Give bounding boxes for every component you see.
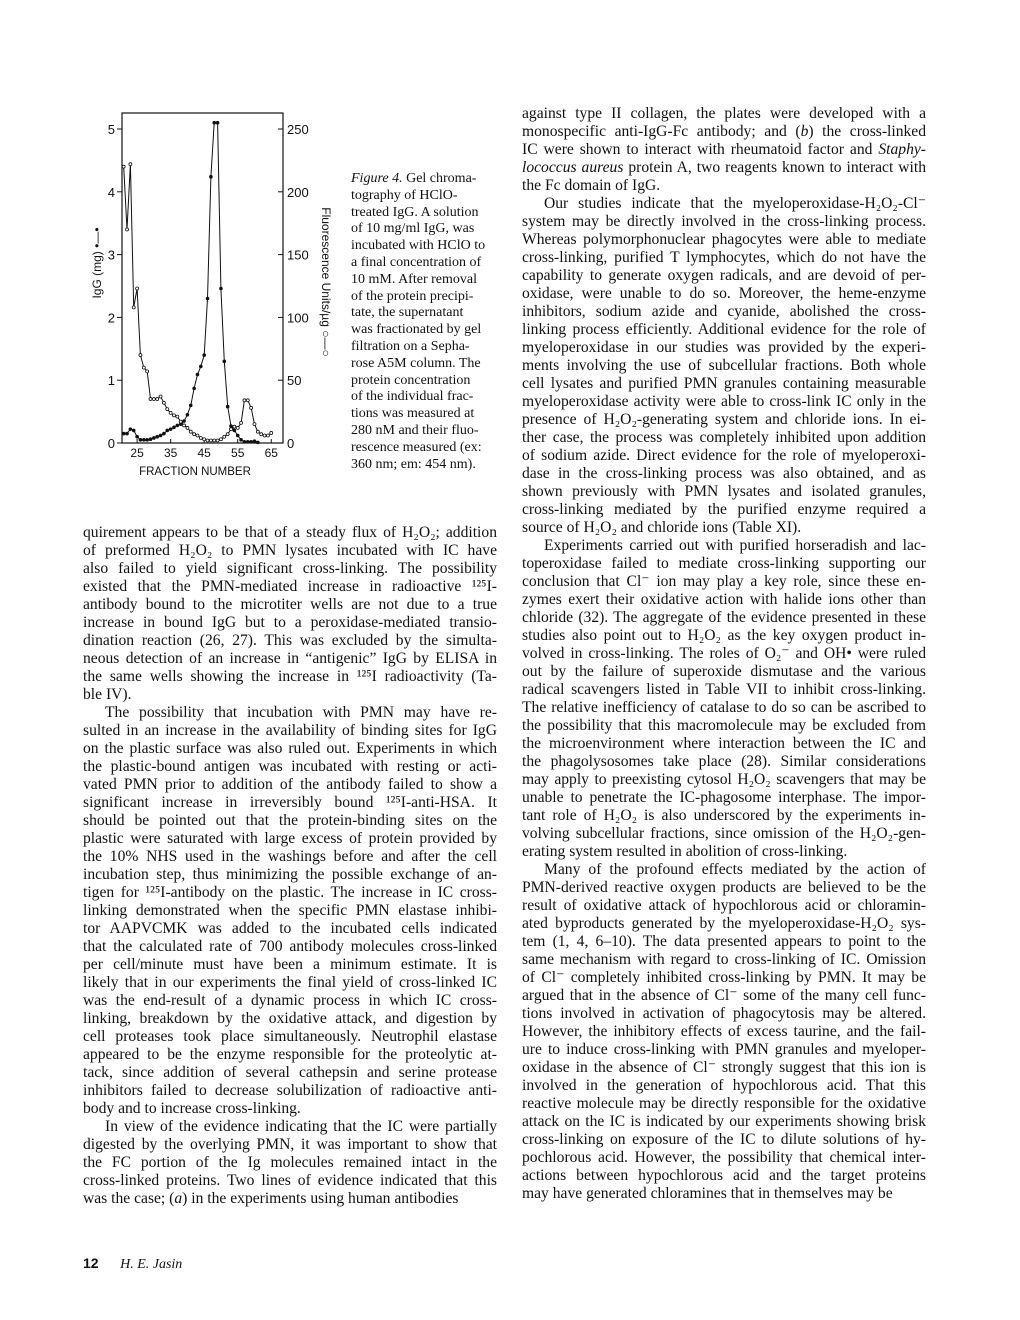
fluorescence-point — [253, 423, 256, 426]
igg-point — [152, 437, 155, 440]
text-line: tant role of H₂O₂ is also underscored by the experiments in- — [522, 807, 926, 824]
fluorescence-point — [223, 435, 226, 438]
text-line: that the calculated rate of 700 antibody molecules cross-linked — [83, 938, 497, 955]
fluorescence-point — [243, 399, 246, 402]
text-line: the Fc domain of IgG. — [522, 177, 661, 194]
text-line: digested by the overlying PMN, it was important to show that — [83, 1136, 497, 1153]
text-line: In view of the evidence indicating that the IC were partially — [105, 1118, 497, 1135]
igg-point — [159, 434, 162, 437]
text-segment: ) in the experiments using human antibodies — [182, 1190, 459, 1207]
text-line: The possibility that incubation with PMN may have re- — [105, 704, 497, 721]
text-line: volved in cross-linking. The roles of O₂⁻ and OH• were ruled — [522, 645, 926, 662]
fluorescence-point — [260, 433, 263, 436]
text-line: oxidase in the absence of Cl⁻ strongly suggest that this ion is — [522, 1059, 926, 1076]
caption-line: filtration on a Sepha- — [351, 338, 470, 354]
text-line: against type II collagen, the plates were developed with a — [522, 105, 926, 122]
fluorescence-point — [216, 439, 219, 442]
y2-tick-label: 200 — [287, 184, 309, 200]
fluorescence-point — [169, 411, 172, 414]
y2-tick-label: 0 — [287, 436, 295, 451]
text-line: appeared to be the enzyme responsible for the proteolytic at- — [83, 1046, 497, 1063]
igg-point — [233, 429, 236, 432]
text-line: reactive molecule may be directly responsible for the oxidative — [522, 1095, 926, 1112]
igg-point — [176, 424, 179, 427]
fluorescence-point — [250, 406, 253, 409]
igg-point — [126, 432, 129, 435]
text-line: radical scavengers listed in Table VII to inhibit cross-linking. — [522, 681, 926, 698]
fluorescence-point — [233, 425, 236, 428]
igg-point — [216, 121, 219, 124]
igg-point — [132, 429, 135, 432]
fluorescence-point — [199, 436, 202, 439]
caption-line: of the protein precipi- — [351, 288, 474, 304]
text-line: dase in the cross-linking process was also obtained, and as — [522, 465, 926, 482]
text-line: the plastic-bound antigen was incubated with resting or acti- — [83, 758, 497, 775]
plot-frame — [122, 113, 283, 443]
x-tick-label: 35 — [163, 446, 178, 460]
text-line: was the end-result of a dynamic process in which IC cross- — [83, 992, 497, 1009]
fluorescence-point — [136, 287, 139, 290]
y2-tick-label: 100 — [287, 310, 309, 326]
fluorescence-point — [142, 366, 145, 369]
right-text-column — [522, 105, 926, 1203]
y-tick-label: 4 — [107, 184, 115, 200]
text-line: Whereas polymorphonuclear phagocytes were able to mediate — [522, 231, 926, 248]
igg-point — [253, 440, 256, 443]
paragraph — [83, 524, 497, 704]
caption-line: was fractionated by gel — [351, 322, 482, 338]
text-line: of Cl⁻ completely inhibited cross-linking by PMN. It may be — [522, 969, 926, 986]
text-line: incubation step, thus minimizing the possible exchange of an- — [83, 866, 497, 883]
running-author: H. E. Jasin — [120, 1257, 183, 1272]
caption-line: protein concentration — [351, 372, 471, 388]
text-line: actions between hypochlorous acid and the target proteins — [522, 1167, 926, 1184]
fluorescence-point — [246, 399, 249, 402]
fluorescence-point — [266, 434, 269, 437]
text-line: ure to induce cross-linking with PMN granules and myeloper- — [522, 1041, 926, 1058]
text-line: The relative inefficiency of catalase to do so can be ascribed to — [522, 699, 926, 716]
fluorescence-point — [206, 439, 209, 442]
text-line: source of H₂O₂ and chloride ions (Table XI). — [522, 519, 802, 536]
text-line: shown previously with PMN lysates and isolated granules, — [522, 483, 926, 500]
x-axis-label: FRACTION NUMBER — [139, 466, 251, 478]
italic-text-segment: Figure 4. — [351, 171, 403, 186]
fluorescence-point — [162, 401, 165, 404]
text-line: chloride (32). The aggregate of the evidence presented in these — [522, 609, 926, 626]
text-line: plastic were saturated with large excess of protein provided by — [83, 830, 497, 847]
fluorescence-point — [186, 426, 189, 429]
text-line: cross-linking, purified T lymphocytes, which do not have the — [522, 249, 926, 266]
paragraph — [83, 1118, 497, 1208]
caption-line: rescence measured (ex: — [351, 439, 482, 455]
caption-line: of the individual frac- — [351, 389, 474, 405]
fluorescence-point — [122, 165, 125, 168]
fluorescence-point — [196, 434, 199, 437]
fluorescence-point — [263, 434, 266, 437]
fluorescence-point — [146, 370, 149, 373]
text-line: cell lysates and purified PMN granules containing measurable — [522, 375, 926, 392]
text-line: neous detection of an increase in “antigenic” IgG by ELISA in — [83, 650, 497, 667]
text-segment: Gel chroma- — [402, 171, 477, 186]
fluorescence-point — [256, 430, 259, 433]
text-segment: monospecific anti-IgG-Fc antibody; and ( — [522, 123, 801, 140]
fluorescence-point — [132, 306, 135, 309]
text-line: oxidase, were unable to do so. Moreover, the heme-enzyme — [522, 285, 926, 302]
igg-point — [129, 428, 132, 431]
y-tick-label: 5 — [107, 122, 115, 137]
caption-line: rose A5M column. The — [351, 355, 481, 371]
igg-point — [256, 441, 259, 444]
fluorescence-point — [172, 414, 175, 417]
igg-point — [146, 438, 149, 441]
text-line: volving subcellular fractions, since omission of the H₂O₂-gen- — [522, 825, 926, 842]
paragraph — [83, 704, 497, 1118]
text-line: the 10% NHS used in the washings before and after the cell — [83, 848, 497, 865]
paragraph — [522, 195, 926, 537]
text-line: result of oxidative attack of hypochlorous acid or chloramin- — [522, 897, 926, 914]
text-line: However, the inhibitory effects of excess taurine, and the fail- — [522, 1023, 926, 1040]
text-line: erating system resulted in abolition of cross-linking. — [522, 843, 848, 860]
igg-point — [226, 405, 229, 408]
text-line: tions involved in activation of phagocytosis may be altered. — [522, 1005, 926, 1022]
y-tick-label: 1 — [107, 373, 115, 389]
text-line: the phagolysosomes take place (28). Similar considerations — [522, 753, 926, 770]
igg-point — [183, 420, 186, 423]
italic-text-segment: a — [174, 1190, 183, 1207]
igg-point — [236, 434, 239, 437]
text-line: body and to increase cross-linking. — [83, 1100, 301, 1117]
text-line: quirement appears to be that of a steady flux of H₂O₂; addition — [83, 524, 497, 541]
fluorescence-point — [219, 438, 222, 441]
text-line — [522, 123, 926, 141]
text-line: PMN-derived reactive oxygen products are believed to be the — [522, 879, 926, 896]
fluorescence-point — [230, 428, 233, 431]
igg-point — [230, 425, 233, 428]
text-line: on the plastic surface was also ruled out. Experiments in which — [83, 740, 497, 757]
left-text-column — [83, 524, 497, 1208]
fluorescence-point — [149, 398, 152, 401]
text-line: system may be directly involved in the cross-linking process. — [522, 213, 926, 230]
text-line: out by the failure of superoxide dismutase and the various — [522, 663, 926, 680]
italic-text-segment: Staphy- — [878, 141, 926, 158]
fluorescence-point — [203, 438, 206, 441]
y2-axis-label: Fluorescence Units/µg ○—○ — [319, 207, 333, 357]
caption-line: 360 nm; em: 454 nm). — [351, 456, 476, 472]
text-line: studies also point out to H₂O₂ as the key oxygen product in- — [522, 627, 926, 644]
igg-point — [189, 404, 192, 407]
igg-point — [139, 438, 142, 441]
text-line: antibody bound to the microtiter wells are not due to a true — [83, 596, 497, 613]
fluorescence-point — [236, 426, 239, 429]
text-line: of preformed H₂O₂ to PMN lysates incubated with IC have — [83, 542, 497, 559]
fluorescence-point — [213, 439, 216, 442]
igg-point — [240, 438, 243, 441]
text-line: attack on the IC is indicated by our experiments showing brisk — [522, 1113, 926, 1130]
igg-point — [213, 121, 216, 124]
igg-point — [142, 438, 145, 441]
text-line: may apply to preexisting cytosol H₂O₂ scavengers that may be — [522, 771, 926, 788]
fluorescence-point — [183, 424, 186, 427]
fluorescence-point — [193, 433, 196, 436]
text-line: tem (1, 4, 6–10). The data presented appears to point to the — [522, 933, 926, 950]
text-line — [522, 141, 926, 159]
fluorescence-point — [129, 163, 132, 166]
text-line: capability to generate oxygen radicals, and are devoid of per- — [522, 267, 926, 284]
text-line: zymes exert their oxidative action with halide ions other than — [522, 591, 926, 608]
igg-point — [199, 365, 202, 368]
text-line: linking, breakdown by the oxidative attack, and digestion by — [83, 1010, 497, 1027]
igg-point — [163, 432, 166, 435]
igg-point — [149, 438, 152, 441]
text-line: linking process efficiently. Additional evidence for the role of — [522, 321, 926, 338]
y2-tick-label: 50 — [287, 373, 302, 389]
text-line: pochlorous acid. However, the possibility that chemical inter- — [522, 1149, 926, 1166]
igg-point — [223, 360, 226, 363]
text-line: per cell/minute must have been a minimum estimate. It is — [83, 956, 497, 973]
text-line: may have generated chloramines that in themselves may be — [522, 1185, 893, 1202]
fluorescence-point — [176, 415, 179, 418]
text-line: Many of the profound effects mediated by the action of — [544, 861, 926, 878]
fluorescence-point — [159, 395, 162, 398]
igg-point — [209, 175, 212, 178]
text-line: cell proteases took place simultaneously. Neutrophil elastase — [83, 1028, 497, 1045]
text-line: presence of H₂O₂-generating system and chloride ions. In ei- — [522, 411, 926, 428]
text-line: tigen for ¹²⁵I-antibody on the plastic. The increase in IC cross- — [83, 884, 497, 901]
text-line: Our studies indicate that the myeloperoxidase-H₂O₂-Cl⁻ — [544, 195, 926, 212]
fluorescence-point — [240, 421, 243, 424]
fluorescence-point — [156, 398, 159, 401]
text-line: the microenvironment where interaction between the IC and — [522, 735, 926, 752]
text-line: inhibitors failed to decrease solubilization of radioactive anti- — [83, 1082, 497, 1099]
text-line: of sodium azide. Direct evidence for the role of myeloperoxi- — [522, 447, 926, 464]
paragraph — [522, 861, 926, 1203]
igg-point — [173, 426, 176, 429]
fluorescence-point — [209, 439, 212, 442]
caption-line: tography of HClO- — [351, 187, 458, 203]
text-line: dination reaction (26, 27). This was excluded by the simulta- — [83, 632, 497, 649]
fluorescence-point — [139, 354, 142, 357]
caption-line: of 10 mg/ml IgG, was — [351, 221, 475, 237]
text-line: argued that in the absence of Cl⁻ some of the many cell func- — [522, 987, 926, 1004]
text-segment: ) the cross-linked — [808, 123, 927, 140]
fluorescence-point — [166, 408, 169, 411]
fluorescence-point — [179, 420, 182, 423]
caption-line — [351, 171, 501, 188]
text-line: also failed to yield significant cross-linking. The possibility — [83, 560, 497, 577]
igg-point — [136, 435, 139, 438]
text-line: tor AAPVCMK was added to the incubated cells indicated — [83, 920, 497, 937]
caption-line: incubated with HClO to — [351, 238, 486, 254]
italic-text-segment: b — [800, 123, 809, 140]
text-line: conclusion that Cl⁻ ion may play a key role, since these en- — [522, 573, 926, 590]
text-line: should be pointed out that the protein-binding sites on the — [83, 812, 497, 829]
igg-point — [196, 373, 199, 376]
caption-line: treated IgG. A solution — [351, 204, 479, 220]
text-line: myeloperoxidase activity were able to cross-link IC only in the — [522, 393, 926, 410]
text-line: ble IV). — [83, 686, 132, 703]
y-tick-label: 0 — [107, 436, 115, 451]
figure-caption — [351, 171, 501, 473]
italic-text-segment: lococcus aureus — [522, 159, 624, 176]
text-line: cross-linking on exposure of the IC to dilute solutions of hy- — [522, 1131, 926, 1148]
igg-point — [193, 387, 196, 390]
x-tick-label: 65 — [264, 446, 278, 460]
text-segment: IC were shown to interact with rheumatoid factor and — [522, 141, 879, 158]
fluorescence-point — [226, 433, 229, 436]
caption-line: tate, the supernatant — [351, 305, 464, 321]
fluorescence-point — [189, 430, 192, 433]
text-line: the possibility that this macromolecule may be excluded from — [522, 717, 926, 734]
text-line: likely that in our experiments the final yield of cross-linked IC — [83, 974, 497, 991]
text-line: sulted in an increase in the availability of binding sites for IgG — [83, 722, 497, 739]
text-line: inhibitors, sodium azide and cyanide, abolished the cross- — [522, 303, 926, 320]
x-tick-label: 25 — [130, 446, 144, 460]
text-line: tack, since addition of several cathepsin and serine protease — [83, 1064, 497, 1081]
fluorescence-point — [126, 228, 129, 231]
text-line: the same wells showing the increase in ¹²⁵I radioactivity (Ta- — [83, 668, 497, 685]
text-line — [83, 1190, 497, 1208]
text-line: involved in the generation of hypochlorous acid. That this — [522, 1077, 926, 1094]
text-line: significant increase in irreversibly bound ¹²⁵I-anti-HSA. It — [83, 794, 497, 811]
text-line: cross-linked proteins. Two lines of evidence indicated that this — [83, 1172, 497, 1189]
caption-line: 280 nM and their fluo- — [351, 422, 479, 438]
igg-point — [186, 413, 189, 416]
text-line: toperoxidase failed to mediate cross-linking supporting our — [522, 555, 926, 572]
igg-point — [169, 428, 172, 431]
caption-line: tions was measured at — [351, 406, 475, 422]
text-line: unable to penetrate the IC-phagosome interphase. The impor- — [522, 789, 926, 806]
text-line: ments involving the use of subcellular fractions. Both whole — [522, 357, 926, 374]
text-line: same mechanism with regard to cross-linking of IC. Omission — [522, 951, 926, 968]
page-number: 12 — [83, 1255, 99, 1271]
igg-point — [243, 440, 246, 443]
text-line: the FC portion of the Ig molecules remained intact in the — [83, 1154, 497, 1171]
x-tick-label: 55 — [231, 446, 245, 460]
y2-tick-label: 150 — [287, 247, 309, 263]
text-line: ated byproducts generated by the myeloperoxidase-H₂O₂ sys- — [522, 915, 926, 932]
paragraph — [522, 105, 926, 195]
text-line: linking demonstrated when the specific PMN elastase inhibi- — [83, 902, 497, 919]
text-line: cross-linking mediated by the purified enzyme required a — [522, 501, 926, 518]
igg-point — [122, 432, 125, 435]
x-tick-label: 45 — [197, 446, 211, 460]
text-line: myeloperoxidase in our studies was provided by the experi- — [522, 339, 926, 356]
fluorescence-point — [270, 431, 273, 434]
series-line-igg — [124, 123, 258, 443]
text-segment: protein A, two reagents known to interact with — [623, 159, 926, 176]
y2-tick-label: 250 — [287, 122, 309, 137]
text-line — [522, 159, 926, 177]
caption-line: a final concentration of — [351, 254, 482, 270]
igg-point — [203, 354, 206, 357]
fluorescence-point — [152, 398, 155, 401]
igg-point — [206, 297, 209, 300]
y-tick-label: 3 — [107, 247, 115, 263]
igg-point — [250, 440, 253, 443]
paragraph — [522, 537, 926, 861]
text-line: existed that the PMN-mediated increase in radioactive ¹²⁵I- — [83, 578, 497, 595]
caption-line: 10 mM. After removal — [351, 271, 477, 287]
igg-point — [166, 429, 169, 432]
igg-point — [156, 435, 159, 438]
igg-point — [246, 440, 249, 443]
text-line: Experiments carried out with purified horseradish and lac- — [544, 537, 926, 554]
text-line: ther case, the process was completely inhibited upon addition — [522, 429, 926, 446]
y-axis-label: IgG (mg) •—• — [90, 227, 104, 299]
text-segment: was the case; ( — [83, 1190, 175, 1207]
igg-point — [220, 287, 223, 290]
text-line: increase in bound IgG but to a peroxidase-mediated transio- — [83, 614, 497, 631]
text-line: vated PMN prior to addition of the antibody failed to show a — [83, 776, 497, 793]
page-footer — [83, 1255, 182, 1273]
y-tick-label: 2 — [107, 310, 115, 326]
